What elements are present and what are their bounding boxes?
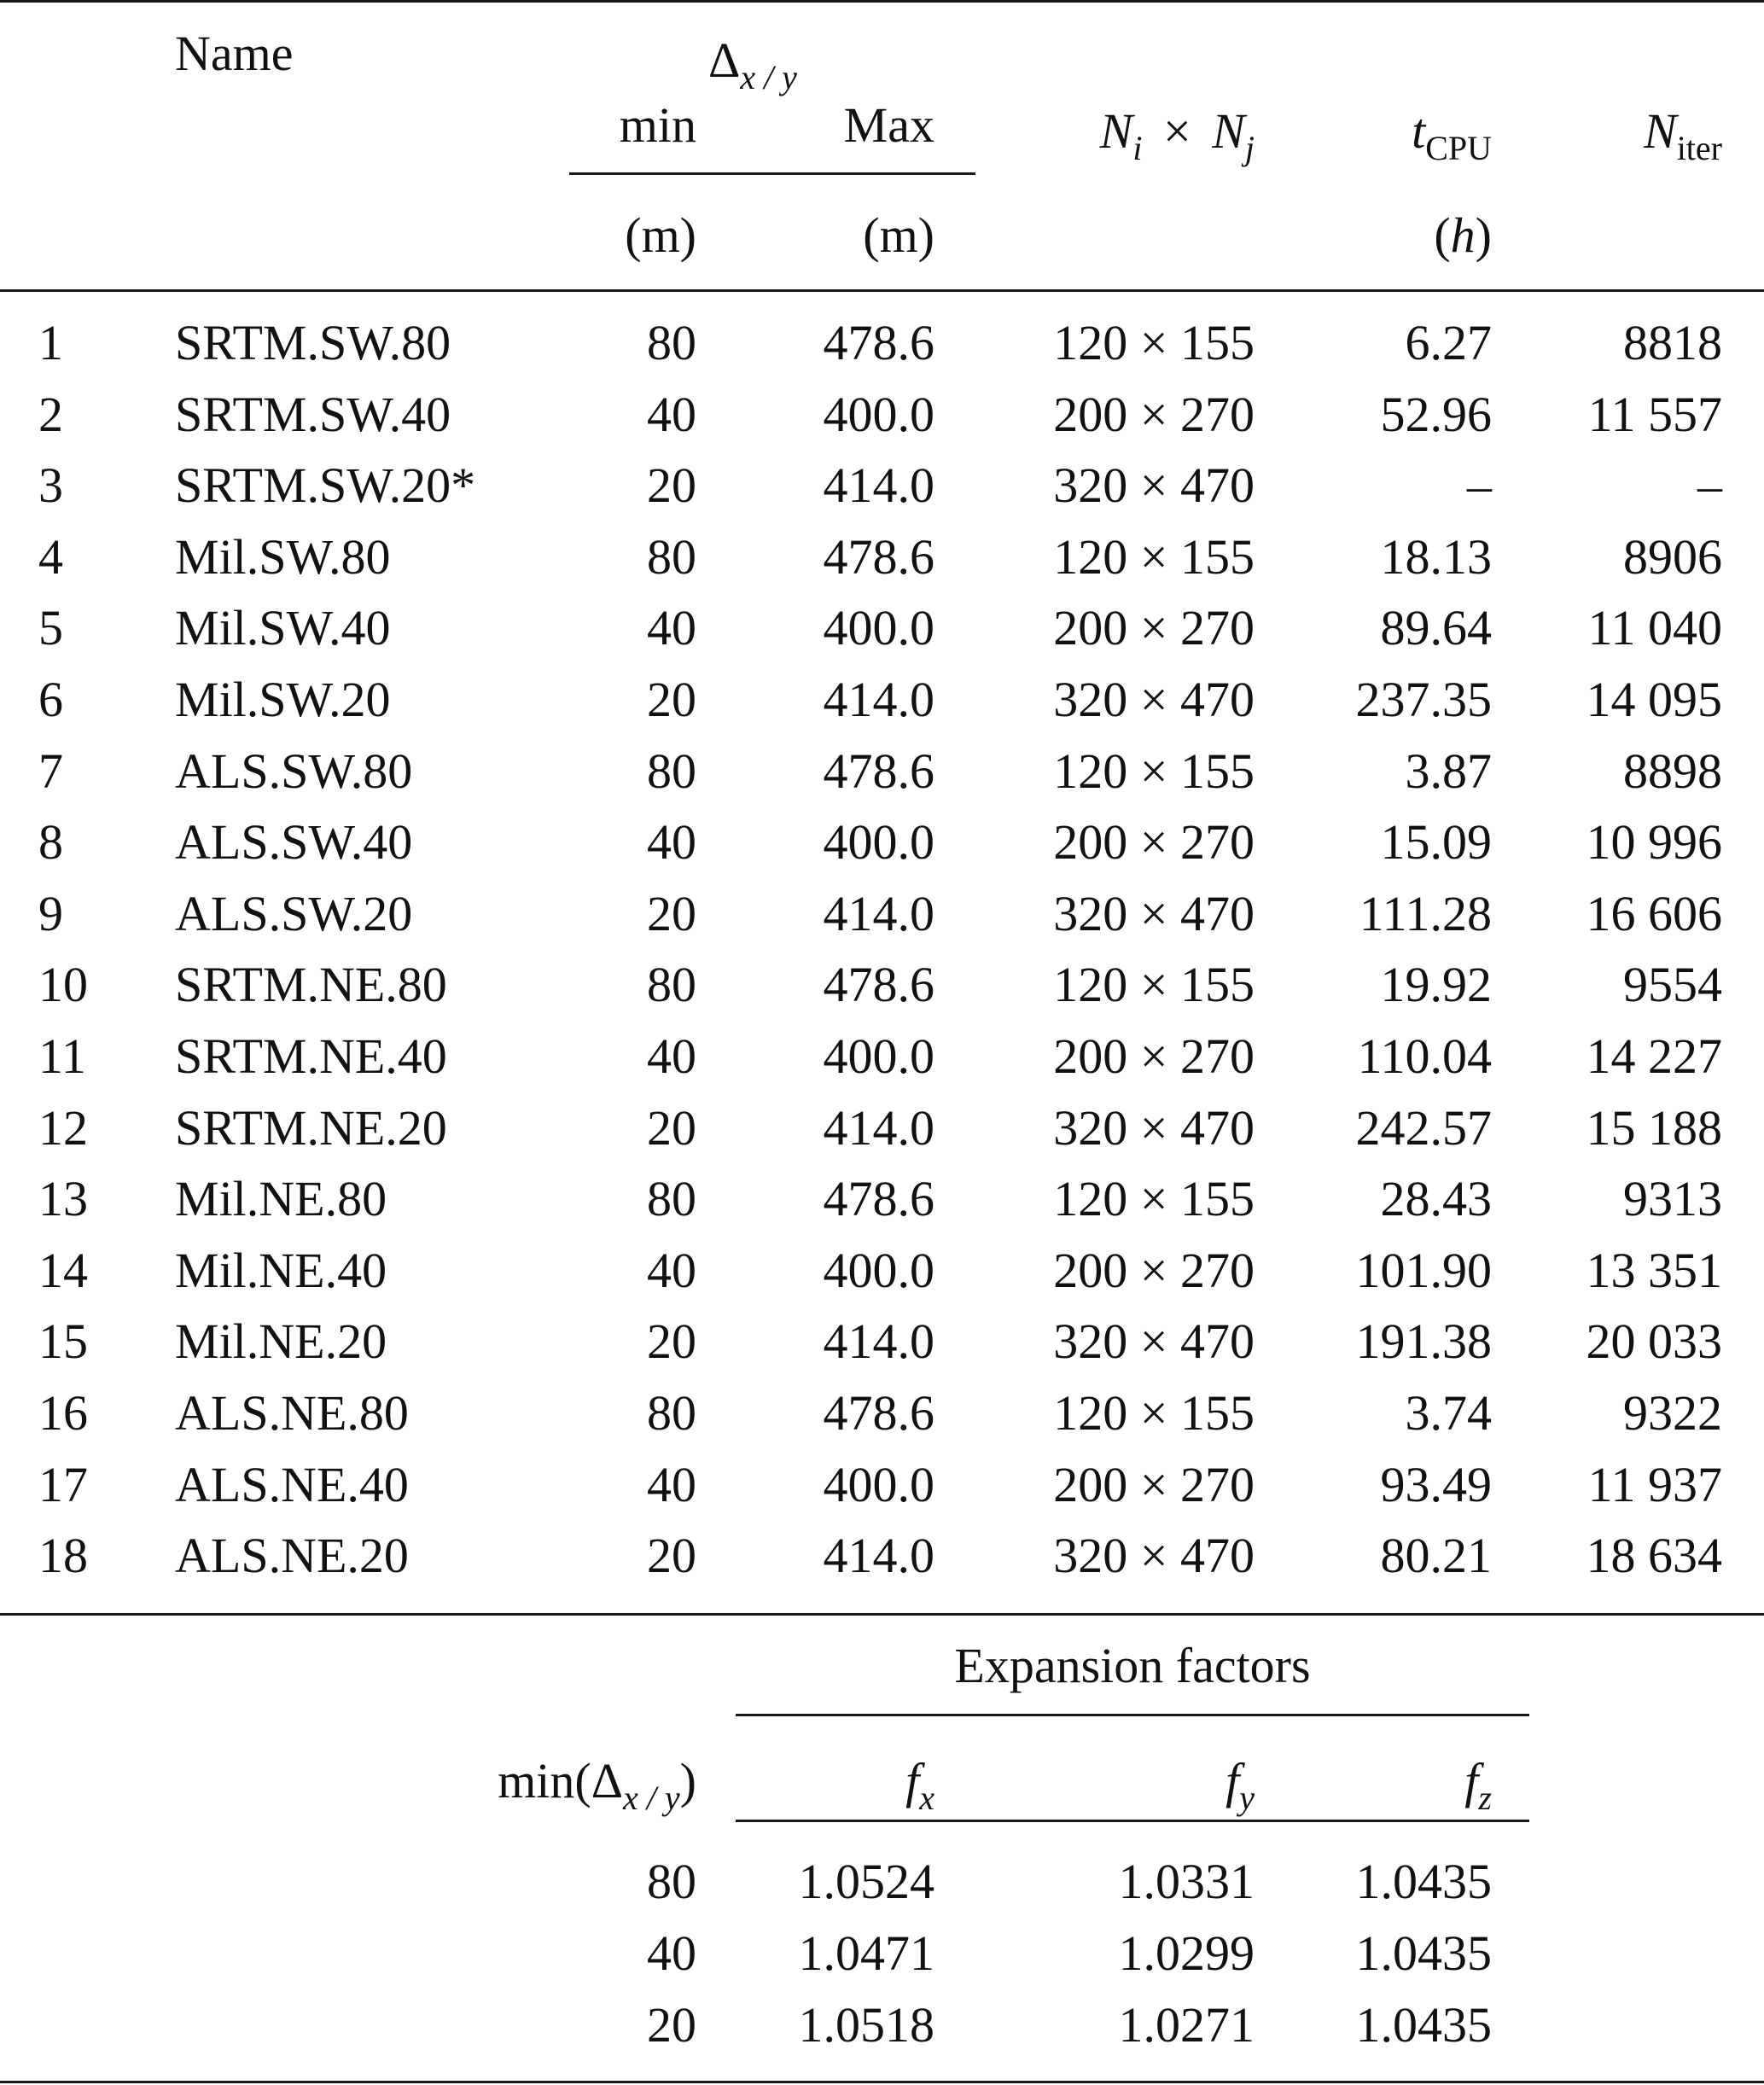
row-name: SRTM.NE.80: [175, 957, 447, 1013]
expansion-row-fz: 1.0435: [1355, 1997, 1492, 2053]
row-max: 478.6: [823, 1171, 934, 1227]
header-rule: [0, 289, 1764, 292]
expansion-min-label: [341, 1753, 696, 1817]
row-number: 5: [38, 600, 63, 656]
header-grid-n1: N: [1099, 103, 1133, 159]
expansion-row-min: 20: [647, 1997, 696, 2053]
row-min: 80: [647, 528, 696, 585]
row-name: SRTM.SW.40: [175, 386, 451, 442]
expansion-row-fy: 1.0271: [1118, 1997, 1255, 2053]
row-niter: 11 557: [1587, 386, 1722, 442]
row-tcpu: 93.49: [1380, 1456, 1492, 1512]
row-tcpu: 237.35: [1355, 672, 1492, 727]
row-number: 6: [38, 672, 63, 727]
row-name: Mil.NE.20: [175, 1313, 387, 1370]
row-max: 478.6: [823, 1385, 934, 1441]
row-number: 2: [38, 386, 63, 442]
row-max: 414.0: [823, 1313, 934, 1370]
row-niter: 20 033: [1586, 1313, 1722, 1370]
row-name: ALS.NE.80: [175, 1385, 409, 1441]
row-name: SRTM.SW.80: [175, 315, 451, 370]
table-row: [0, 878, 1764, 950]
header-delta: [708, 32, 797, 96]
row-grid: 200 × 270: [1053, 1456, 1255, 1512]
row-max: 400.0: [823, 1028, 934, 1084]
row-max: 400.0: [823, 386, 934, 442]
table-row: [0, 664, 1764, 736]
expansion-min-prefix: min(: [498, 1753, 591, 1808]
header-grid-i: i: [1132, 129, 1143, 167]
expansion-min-suffix: ): [679, 1753, 696, 1808]
row-number: 1: [38, 315, 63, 370]
expansion-header-rule: [736, 1820, 1529, 1822]
expansion-fy-header: [1067, 1753, 1255, 1817]
row-niter: 14 095: [1586, 672, 1722, 727]
row-tcpu: –: [1467, 457, 1492, 514]
row-grid: 200 × 270: [1053, 600, 1255, 656]
row-max: 478.6: [823, 743, 934, 799]
header-grid: [973, 103, 1255, 167]
row-tcpu: 111.28: [1359, 885, 1492, 941]
row-grid: 120 × 155: [1053, 1385, 1255, 1441]
header-tcpu-t: t: [1412, 103, 1426, 159]
table-row: [0, 1092, 1764, 1164]
row-niter: 15 188: [1586, 1099, 1722, 1156]
row-number: 18: [38, 1528, 88, 1584]
header-grid-times: ×: [1162, 103, 1191, 159]
row-grid: 320 × 470: [1053, 1099, 1255, 1156]
table-row: [0, 1163, 1764, 1235]
expansion-row: [0, 1846, 1764, 1918]
row-min: 80: [647, 1385, 696, 1441]
expansion-row-fz: 1.0435: [1355, 1925, 1492, 1981]
row-name: ALS.SW.20: [175, 885, 413, 941]
expansion-row: [0, 1989, 1764, 2061]
row-tcpu: 6.27: [1405, 315, 1492, 370]
expansion-row-fx: 1.0518: [798, 1997, 934, 2053]
table-row: [0, 1377, 1764, 1449]
expansion-row-min: 40: [647, 1925, 696, 1981]
row-min: 80: [647, 743, 696, 799]
row-number: 4: [38, 528, 63, 585]
row-number: 3: [38, 457, 63, 514]
row-name: Mil.NE.80: [175, 1171, 387, 1227]
row-niter: 8898: [1623, 743, 1722, 799]
unit-tcpu: [1280, 207, 1492, 263]
table-row: [0, 1021, 1764, 1092]
row-grid: 120 × 155: [1053, 743, 1255, 799]
fy-f: f: [1225, 1753, 1240, 1808]
row-tcpu: 89.64: [1380, 600, 1492, 656]
unit-tcpu-h: h: [1450, 207, 1476, 263]
row-number: 11: [38, 1028, 86, 1084]
row-tcpu: 80.21: [1380, 1528, 1492, 1584]
expansion-row-fy: 1.0331: [1118, 1854, 1255, 1909]
row-tcpu: 191.38: [1355, 1313, 1492, 1370]
row-min: 40: [647, 1028, 696, 1084]
row-max: 478.6: [823, 528, 934, 585]
row-tcpu: 242.57: [1355, 1099, 1492, 1156]
row-min: 80: [647, 1171, 696, 1227]
expansion-row: [0, 1918, 1764, 1989]
row-min: 40: [647, 814, 696, 871]
table-row: [0, 450, 1764, 521]
row-niter: 16 606: [1586, 885, 1722, 941]
unit-tcpu-open: (: [1434, 207, 1451, 263]
expansion-min-delta: Δ: [591, 1753, 624, 1808]
unit-tcpu-close: ): [1475, 207, 1492, 263]
row-number: 13: [38, 1171, 88, 1227]
fz-sub: z: [1478, 1779, 1492, 1817]
bottom-rule: [0, 2081, 1764, 2083]
expansion-min-sub: x / y: [623, 1779, 680, 1817]
header-delta-sub: x / y: [740, 58, 797, 96]
fx-f: f: [905, 1753, 920, 1808]
row-max: 400.0: [823, 814, 934, 871]
expansion-row-fx: 1.0471: [798, 1925, 934, 1981]
row-niter: 8818: [1623, 315, 1722, 370]
row-number: 9: [38, 885, 63, 941]
row-max: 414.0: [823, 1528, 934, 1584]
row-grid: 120 × 155: [1053, 528, 1255, 585]
row-grid: 320 × 470: [1053, 457, 1255, 514]
row-tcpu: 3.74: [1405, 1385, 1492, 1441]
table-row: [0, 592, 1764, 664]
row-tcpu: 19.92: [1380, 957, 1492, 1013]
row-name: Mil.SW.80: [175, 528, 391, 585]
row-niter: 9313: [1623, 1171, 1722, 1227]
row-tcpu: 18.13: [1380, 528, 1492, 585]
row-niter: 9322: [1623, 1385, 1722, 1441]
row-grid: 200 × 270: [1053, 386, 1255, 442]
row-tcpu: 3.87: [1405, 743, 1492, 799]
row-min: 20: [647, 1528, 696, 1584]
expansion-row-fx: 1.0524: [798, 1854, 934, 1909]
table-row: [0, 379, 1764, 451]
row-max: 478.6: [823, 957, 934, 1013]
row-name: ALS.NE.20: [175, 1528, 409, 1584]
header-max: Max: [843, 97, 934, 153]
row-grid: 320 × 470: [1053, 1313, 1255, 1370]
row-grid: 120 × 155: [1053, 957, 1255, 1013]
table-row: [0, 807, 1764, 878]
row-grid: 320 × 470: [1053, 885, 1255, 941]
row-grid: 120 × 155: [1053, 1171, 1255, 1227]
unit-max: (m): [863, 207, 934, 263]
mid-rule: [0, 1613, 1764, 1616]
row-max: 414.0: [823, 672, 934, 727]
row-min: 20: [647, 1099, 696, 1156]
row-max: 414.0: [823, 885, 934, 941]
row-number: 7: [38, 743, 63, 799]
row-min: 40: [647, 1242, 696, 1298]
row-max: 400.0: [823, 1456, 934, 1512]
row-tcpu: 28.43: [1380, 1171, 1492, 1227]
row-number: 14: [38, 1242, 88, 1298]
table-row: [0, 307, 1764, 379]
expansion-row-fy: 1.0299: [1118, 1925, 1255, 1981]
row-name: ALS.SW.80: [175, 743, 413, 799]
header-grid-n2: N: [1212, 103, 1245, 159]
row-max: 400.0: [823, 1242, 934, 1298]
row-number: 12: [38, 1099, 88, 1156]
row-name: ALS.NE.40: [175, 1456, 409, 1512]
row-number: 16: [38, 1385, 88, 1441]
header-niter-sub: iter: [1676, 129, 1722, 167]
row-name: ALS.SW.40: [175, 814, 413, 871]
table-row: [0, 949, 1764, 1021]
row-niter: 14 227: [1586, 1028, 1722, 1084]
row-max: 414.0: [823, 457, 934, 514]
row-tcpu: 110.04: [1357, 1028, 1492, 1084]
row-min: 80: [647, 315, 696, 370]
row-grid: 120 × 155: [1053, 315, 1255, 370]
row-min: 40: [647, 1456, 696, 1512]
row-min: 20: [647, 457, 696, 514]
fy-sub: y: [1239, 1779, 1255, 1817]
table-row: [0, 1306, 1764, 1377]
header-tcpu: [1280, 103, 1492, 167]
header-tcpu-sub: CPU: [1425, 129, 1492, 167]
row-max: 478.6: [823, 315, 934, 370]
expansion-fx-header: [751, 1753, 934, 1817]
table-row: [0, 736, 1764, 807]
row-name: SRTM.SW.20*: [175, 457, 476, 514]
row-grid: 200 × 270: [1053, 1242, 1255, 1298]
row-min: 20: [647, 885, 696, 941]
table-row: [0, 521, 1764, 593]
row-grid: 320 × 470: [1053, 1528, 1255, 1584]
row-niter: 18 634: [1586, 1528, 1722, 1584]
row-niter: –: [1697, 457, 1722, 514]
delta-group-rule: [569, 172, 975, 175]
row-tcpu: 101.90: [1355, 1242, 1492, 1298]
table-row: [0, 1235, 1764, 1307]
row-max: 400.0: [823, 600, 934, 656]
header-delta-symbol: Δ: [708, 32, 741, 88]
top-rule: [0, 0, 1764, 3]
row-tcpu: 15.09: [1380, 814, 1492, 871]
row-name: SRTM.NE.20: [175, 1099, 447, 1156]
row-max: 414.0: [823, 1099, 934, 1156]
row-name: SRTM.NE.40: [175, 1028, 447, 1084]
row-min: 40: [647, 386, 696, 442]
row-niter: 9554: [1623, 957, 1722, 1013]
header-name: Name: [175, 26, 294, 81]
table-row: [0, 1520, 1764, 1592]
row-number: 17: [38, 1456, 88, 1512]
unit-min: (m): [625, 207, 696, 263]
header-niter-n: N: [1644, 103, 1677, 159]
row-niter: 8906: [1623, 528, 1722, 585]
fx-sub: x: [919, 1779, 934, 1817]
row-grid: 200 × 270: [1053, 814, 1255, 871]
expansion-row-fz: 1.0435: [1355, 1854, 1492, 1909]
row-tcpu: 52.96: [1380, 386, 1492, 442]
row-number: 15: [38, 1313, 88, 1370]
row-grid: 320 × 470: [1053, 672, 1255, 727]
row-niter: 10 996: [1586, 814, 1722, 871]
expansion-fz-header: [1306, 1753, 1492, 1817]
row-name: Mil.NE.40: [175, 1242, 387, 1298]
row-number: 10: [38, 957, 88, 1013]
row-name: Mil.SW.40: [175, 600, 391, 656]
header-grid-j: j: [1244, 129, 1255, 167]
row-min: 20: [647, 672, 696, 727]
table-row: [0, 1449, 1764, 1521]
row-min: 20: [647, 1313, 696, 1370]
expansion-title: Expansion factors: [954, 1638, 1311, 1693]
row-grid: 200 × 270: [1053, 1028, 1255, 1084]
expansion-title-rule: [736, 1714, 1529, 1716]
fz-f: f: [1464, 1753, 1479, 1808]
row-niter: 11 937: [1587, 1456, 1722, 1512]
header-niter: [1519, 103, 1722, 167]
row-niter: 11 040: [1587, 600, 1722, 656]
expansion-row-min: 80: [647, 1854, 696, 1909]
header-min: min: [619, 97, 696, 153]
row-min: 80: [647, 957, 696, 1013]
row-number: 8: [38, 814, 63, 871]
row-niter: 13 351: [1586, 1242, 1722, 1298]
row-min: 40: [647, 600, 696, 656]
row-name: Mil.SW.20: [175, 672, 391, 727]
